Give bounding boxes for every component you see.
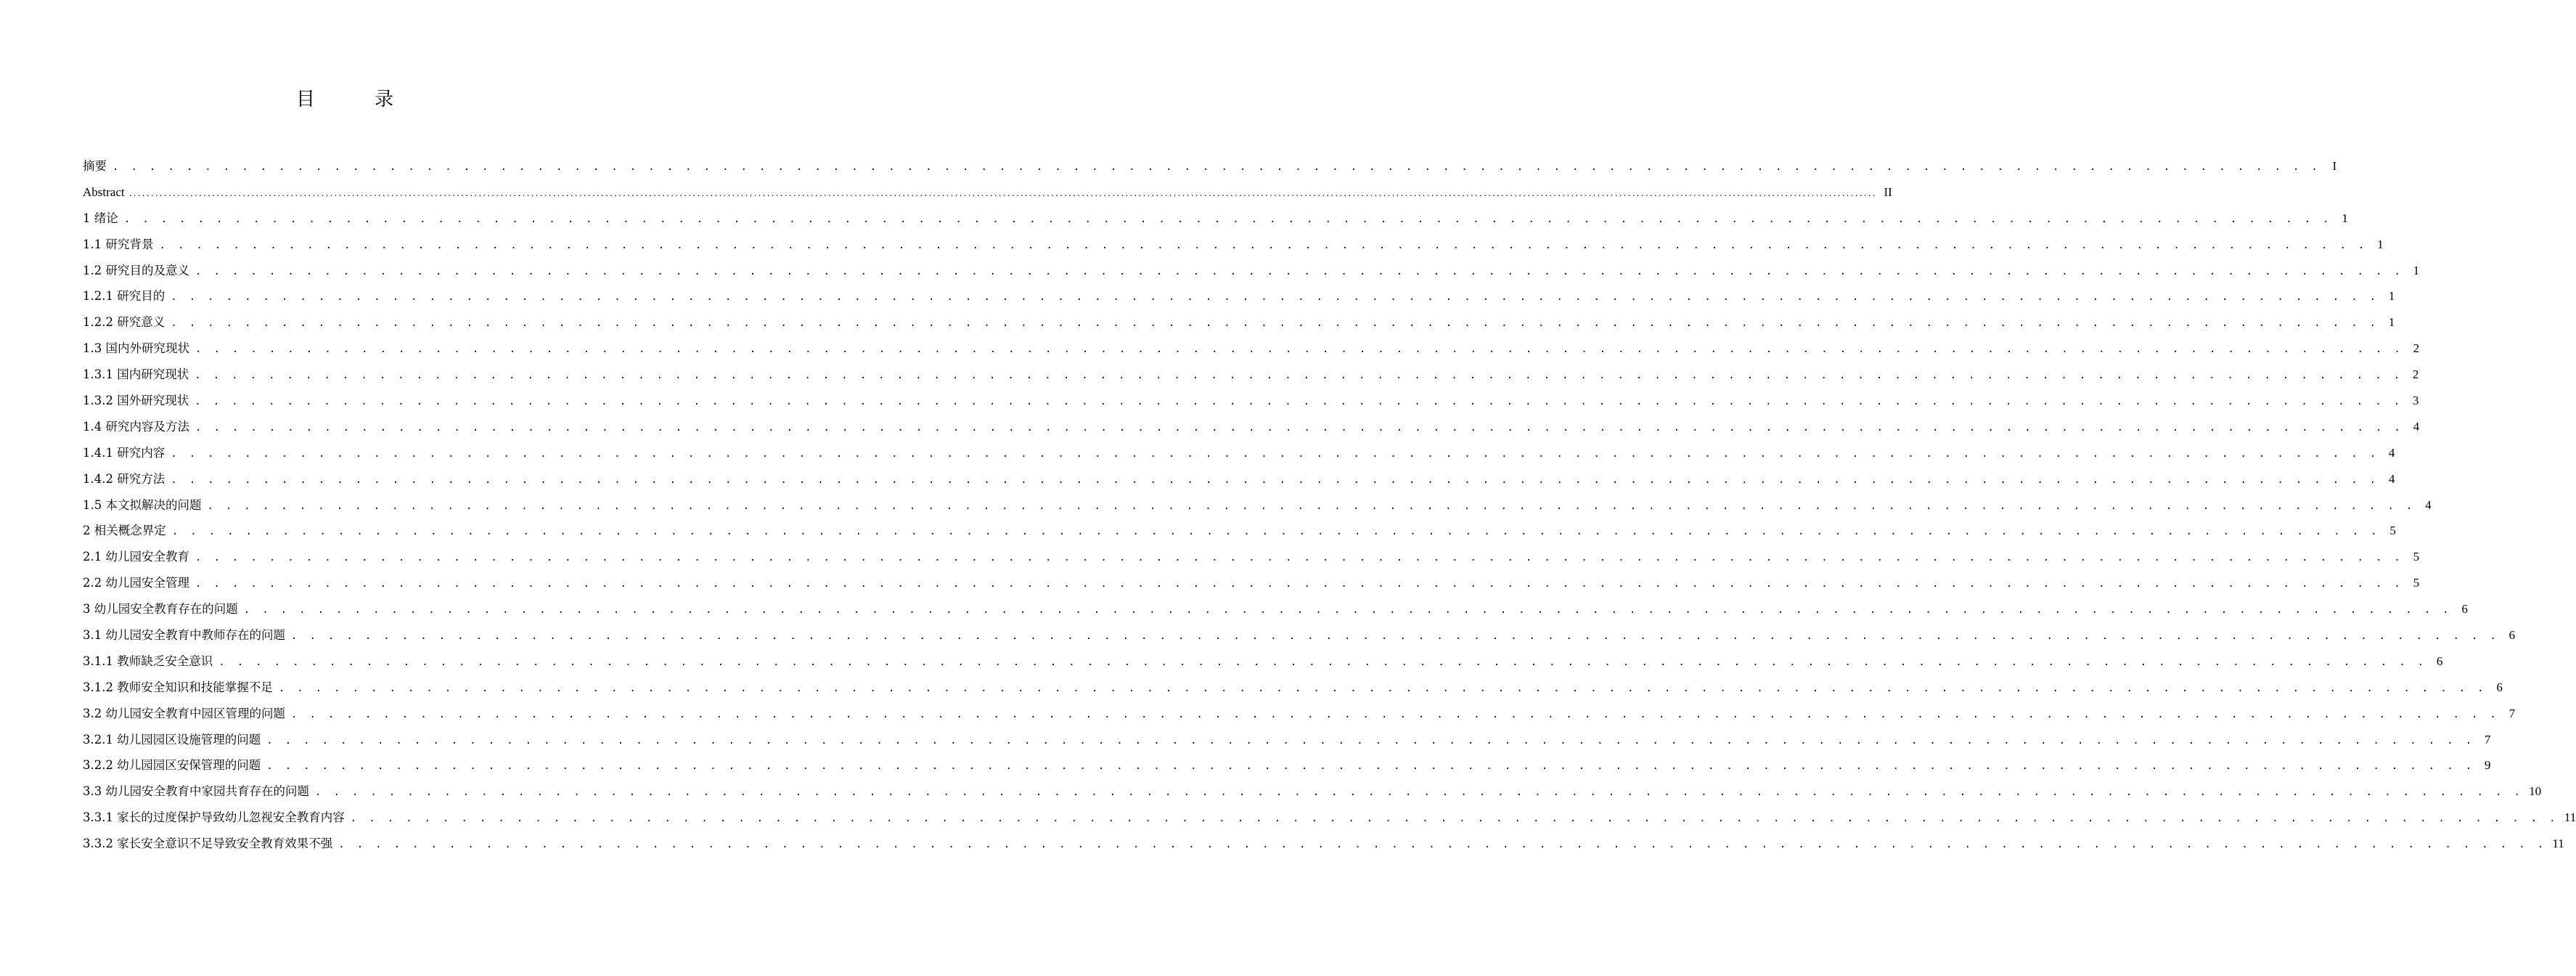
toc-entry[interactable] — [83, 752, 2491, 778]
toc-entry[interactable] — [83, 648, 2443, 675]
toc-entry[interactable] — [83, 622, 2516, 648]
dot-leader: . . . . . . . . . . . . . . . . . . . . . . . . . . . . . . . . . . . . . . . . . . . . . . . . . . . . . . . . . . . . . . . . . . . . . . . . . . . . . . . . . . . . . . . . . . . . . . . . . . . . . . . . . . . . . . . . . . . . . . . . — [207, 500, 2416, 512]
toc-entry[interactable] — [83, 232, 2384, 258]
toc-entry-label: 1.3.2 国外研究现状 — [83, 394, 189, 408]
toc-entry-label: 1.4.2 研究方法 — [83, 471, 165, 486]
dot-leader: . . . . . . . . . . . . . . . . . . . . . . . . . . . . . . . . . . . . . . . . . . . . . . . . . . . . . . . . . . . . . . . . . . . . . . . . . . . . . . . . . . . . . . . . . . . . . . . . . . . . . . . . . . . . . . . . . . . . . . . . — [266, 760, 2475, 773]
toc-entry-label: 3.3 幼儿园安全教育中家园共育存在的问题 — [83, 784, 309, 799]
dot-leader: . . . . . . . . . . . . . . . . . . . . . . . . . . . . . . . . . . . . . . . . . . . . . . . . . . . . . . . . . . . . . . . . . . . . . . . . . . . . . . . . . . . . . . . . . . . . . . . . . . . . . . . . . . . . . . . . . . . . . . . . — [195, 578, 2404, 590]
toc-entry[interactable] — [83, 544, 2420, 570]
toc-entry-label: 1 绪论 — [83, 211, 118, 225]
toc-entry-label: 2.2 幼儿园安全管理 — [83, 576, 189, 590]
toc-entry[interactable] — [83, 805, 2576, 831]
toc-entry-label: 3.2 幼儿园安全教育中园区管理的问题 — [83, 706, 285, 720]
dot-leader: . . . . . . . . . . . . . . . . . . . . . . . . . . . . . . . . . . . . . . . . . . . . . . . . . . . . . . . . . . . . . . . . . . . . . . . . . . . . . . . . . . . . . . . . . . . . . . . . . . . . . . . . . . . . . . . . . . . . . . . . — [113, 161, 2321, 173]
toc-entry-page-number: II — [1884, 184, 1892, 199]
toc-entry-page-number: 6 — [2461, 602, 2468, 617]
toc-entry-label: 3.1 幼儿园安全教育中教师存在的问题 — [83, 628, 285, 643]
toc-entry-label: 3.2.1 幼儿园园区设施管理的问题 — [83, 732, 261, 747]
dot-leader: . . . . . . . . . . . . . . . . . . . . . . . . . . . . . . . . . . . . . . . . . . . . . . . . . . . . . . . . . . . . . . . . . . . . . . . . . . . . . . . . . . . . . . . . . . . . . . . . . . . . . . . . . . . . . . . . . . . . . . . . — [218, 656, 2427, 668]
toc-entry-page-number: 5 — [2413, 576, 2420, 590]
toc-entry-page-number: 7 — [2508, 706, 2516, 720]
toc-entry[interactable] — [83, 596, 2468, 622]
toc-entry-page-number: I — [2332, 159, 2337, 173]
toc-entry-label: 3.1.1 教师缺乏安全意识 — [83, 654, 213, 668]
toc-entry[interactable] — [83, 388, 2419, 414]
toc-entry-page-number: 1 — [2413, 263, 2420, 277]
toc-list — [83, 153, 2576, 857]
dot-leader: . . . . . . . . . . . . . . . . . . . . . . . . . . . . . . . . . . . . . . . . . . . . . . . . . . . . . . . . . . . . . . . . . . . . . . . . . . . . . . . . . . . . . . . . . . . . . . . . . . . . . . . . . . . . . . . . . . . . . . . . — [171, 526, 2380, 538]
dot-leader: . . . . . . . . . . . . . . . . . . . . . . . . . . . . . . . . . . . . . . . . . . . . . . . . . . . . . . . . . . . . . . . . . . . . . . . . . . . . . . . . . . . . . . . . . . . . . . . . . . . . . . . . . . . . . . . . . . . . . . . . — [195, 370, 2403, 382]
toc-entry[interactable] — [83, 570, 2420, 596]
dot-leader: . . . . . . . . . . . . . . . . . . . . . . . . . . . . . . . . . . . . . . . . . . . . . . . . . . . . . . . . . . . . . . . . . . . . . . . . . . . . . . . . . . . . . . . . . . . . . . . . . . . . . . . . . . . . . . . . . . . . . . . . — [350, 813, 2559, 825]
dot-leader: . . . . . . . . . . . . . . . . . . . . . . . . . . . . . . . . . . . . . . . . . . . . . . . . . . . . . . . . . . . . . . . . . . . . . . . . . . . . . . . . . . . . . . . . . . . . . . . . . . . . . . . . . . . . . . . . . . . . . . . . — [195, 552, 2404, 564]
toc-entry[interactable] — [83, 206, 2348, 232]
toc-entry-page-number: 10 — [2529, 784, 2542, 799]
toc-entry-page-number: 1 — [2388, 315, 2395, 330]
toc-entry-page-number: 2 — [2413, 341, 2420, 356]
toc-entry[interactable] — [83, 258, 2420, 284]
dot-leader: . . . . . . . . . . . . . . . . . . . . . . . . . . . . . . . . . . . . . . . . . . . . . . . . . . . . . . . . . . . . . . . . . . . . . . . . . . . . . . . . . . . . . . . . . . . . . . . . . . . . . . . . . . . . . . . . . . . . . . . . — [195, 343, 2404, 356]
dot-leader: . . . . . . . . . . . . . . . . . . . . . . . . . . . . . . . . . . . . . . . . . . . . . . . . . . . . . . . . . . . . . . . . . . . . . . . . . . . . . . . . . . . . . . . . . . . . . . . . . . . . . . . . . . . . . . . . . . . . . . . . — [278, 682, 2487, 694]
toc-entry[interactable] — [83, 701, 2516, 727]
toc-title: 目 录 — [295, 89, 414, 110]
dot-leader: . . . . . . . . . . . . . . . . . . . . . . . . . . . . . . . . . . . . . . . . . . . . . . . . . . . . . . . . . . . . . . . . . . . . . . . . . . . . . . . . . . . . . . . . . . . . . . . . . . . . . . . . . . . . . . . . . . . . . . . . — [291, 708, 2500, 720]
toc-entry-page-number: 6 — [2508, 628, 2516, 643]
toc-entry[interactable] — [83, 153, 2337, 179]
toc-entry-label: 1.2 研究目的及意义 — [83, 263, 189, 277]
toc-entry-page-number: 11 — [2564, 810, 2576, 825]
toc-entry-label: 摘要 — [83, 159, 107, 173]
dot-leader: . . . . . . . . . . . . . . . . . . . . . . . . . . . . . . . . . . . . . . . . . . . . . . . . . . . . . . . . . . . . . . . . . . . . . . . . . . . . . . . . . . . . . . . . . . . . . . . . . . . . . . . . . . . . . . . . . . . . . . . . — [171, 317, 2379, 330]
toc-entry-page-number: 11 — [2552, 837, 2564, 851]
dot-leader: ................................................................................................................................................................................................................................................................................................................................................................................................................ — [128, 190, 1876, 198]
toc-entry[interactable] — [83, 492, 2432, 518]
dot-leader: . . . . . . . . . . . . . . . . . . . . . . . . . . . . . . . . . . . . . . . . . . . . . . . . . . . . . . . . . . . . . . . . . . . . . . . . . . . . . . . . . . . . . . . . . . . . . . . . . . . . . . . . . . . . . . . . . . . . . . . . — [338, 839, 2547, 851]
dot-leader: . . . . . . . . . . . . . . . . . . . . . . . . . . . . . . . . . . . . . . . . . . . . . . . . . . . . . . . . . . . . . . . . . . . . . . . . . . . . . . . . . . . . . . . . . . . . . . . . . . . . . . . . . . . . . . . . . . . . . . . . — [159, 239, 2368, 251]
toc-entry-page-number: 4 — [2425, 497, 2432, 512]
toc-entry-page-number: 1 — [2342, 211, 2348, 225]
toc-entry-label: 3 幼儿园安全教育存在的问题 — [83, 602, 238, 617]
toc-entry-label: 1.3 国内外研究现状 — [83, 341, 189, 356]
dot-leader: . . . . . . . . . . . . . . . . . . . . . . . . . . . . . . . . . . . . . . . . . . . . . . . . . . . . . . . . . . . . . . . . . . . . . . . . . . . . . . . . . . . . . . . . . . . . . . . . . . . . . . . . . . . . . . . . . . . . . . . . — [171, 473, 2379, 486]
toc-entry[interactable] — [83, 831, 2564, 857]
toc-entry-label: 3.2.2 幼儿园园区安保管理的问题 — [83, 758, 261, 773]
toc-entry-label: 1.1 研究背景 — [83, 237, 154, 251]
toc-entry-label: 3.3.2 家长安全意识不足导致安全教育效果不强 — [83, 837, 333, 851]
toc-entry-label: 2 相关概念界定 — [83, 524, 166, 538]
toc-entry-page-number: 5 — [2389, 524, 2396, 538]
toc-entry-page-number: 6 — [2436, 654, 2443, 668]
toc-entry-label: 1.4 研究内容及方法 — [83, 419, 189, 434]
dot-leader: . . . . . . . . . . . . . . . . . . . . . . . . . . . . . . . . . . . . . . . . . . . . . . . . . . . . . . . . . . . . . . . . . . . . . . . . . . . . . . . . . . . . . . . . . . . . . . . . . . . . . . . . . . . . . . . . . . . . . . . . — [266, 734, 2475, 747]
toc-entry[interactable] — [83, 283, 2395, 309]
toc-entry[interactable] — [83, 675, 2503, 701]
toc-entry-page-number: 3 — [2412, 394, 2419, 408]
dot-leader: . . . . . . . . . . . . . . . . . . . . . . . . . . . . . . . . . . . . . . . . . . . . . . . . . . . . . . . . . . . . . . . . . . . . . . . . . . . . . . . . . . . . . . . . . . . . . . . . . . . . . . . . . . . . . . . . . . . . . . . . — [195, 421, 2404, 434]
toc-entry-page-number: 6 — [2496, 680, 2503, 694]
toc-entry-page-number: 4 — [2388, 445, 2395, 460]
toc-entry[interactable] — [83, 362, 2419, 388]
dot-leader: . . . . . . . . . . . . . . . . . . . . . . . . . . . . . . . . . . . . . . . . . . . . . . . . . . . . . . . . . . . . . . . . . . . . . . . . . . . . . . . . . . . . . . . . . . . . . . . . . . . . . . . . . . . . . . . . . . . . . . . . — [171, 447, 2379, 460]
toc-entry-page-number: 1 — [2377, 237, 2384, 251]
toc-entry-label: 3.1.2 教师安全知识和技能掌握不足 — [83, 680, 273, 694]
dot-leader: . . . . . . . . . . . . . . . . . . . . . . . . . . . . . . . . . . . . . . . . . . . . . . . . . . . . . . . . . . . . . . . . . . . . . . . . . . . . . . . . . . . . . . . . . . . . . . . . . . . . . . . . . . . . . . . . . . . . . . . . — [315, 786, 2524, 799]
toc-entry[interactable] — [83, 727, 2491, 753]
toc-entry-page-number: 4 — [2413, 419, 2420, 434]
toc-entry[interactable] — [83, 778, 2542, 805]
toc-entry-label: 1.2.2 研究意义 — [83, 315, 165, 330]
dot-leader: . . . . . . . . . . . . . . . . . . . . . . . . . . . . . . . . . . . . . . . . . . . . . . . . . . . . . . . . . . . . . . . . . . . . . . . . . . . . . . . . . . . . . . . . . . . . . . . . . . . . . . . . . . . . . . . . . . . . . . . . — [195, 265, 2404, 277]
toc-entry[interactable] — [83, 414, 2420, 440]
toc-entry[interactable] — [83, 336, 2420, 362]
toc-entry-page-number: 7 — [2484, 732, 2491, 747]
toc-entry-label: 2.1 幼儿园安全教育 — [83, 550, 189, 564]
toc-entry[interactable] — [83, 466, 2395, 492]
toc-entry-label: 1.3.1 国内研究现状 — [83, 367, 189, 382]
toc-entry-page-number: 4 — [2388, 471, 2395, 486]
toc-entry-label: 1.2.1 研究目的 — [83, 289, 165, 304]
toc-entry-label: 3.3.1 家长的过度保护导致幼儿忽视安全教育内容 — [83, 810, 345, 825]
toc-entry-page-number: 9 — [2484, 758, 2491, 773]
toc-entry-label: 1.5 本文拟解决的问题 — [83, 497, 202, 512]
dot-leader: . . . . . . . . . . . . . . . . . . . . . . . . . . . . . . . . . . . . . . . . . . . . . . . . . . . . . . . . . . . . . . . . . . . . . . . . . . . . . . . . . . . . . . . . . . . . . . . . . . . . . . . . . . . . . . . . . . . . . . . . — [243, 604, 2452, 617]
toc-entry[interactable] — [83, 518, 2396, 544]
toc-entry[interactable] — [83, 179, 1892, 206]
toc-entry[interactable] — [83, 309, 2395, 336]
toc-entry-page-number: 5 — [2413, 550, 2420, 564]
toc-entry[interactable] — [83, 440, 2395, 466]
dot-leader: . . . . . . . . . . . . . . . . . . . . . . . . . . . . . . . . . . . . . . . . . . . . . . . . . . . . . . . . . . . . . . . . . . . . . . . . . . . . . . . . . . . . . . . . . . . . . . . . . . . . . . . . . . . . . . . . . . . . . . . . — [171, 291, 2379, 304]
dot-leader: . . . . . . . . . . . . . . . . . . . . . . . . . . . . . . . . . . . . . . . . . . . . . . . . . . . . . . . . . . . . . . . . . . . . . . . . . . . . . . . . . . . . . . . . . . . . . . . . . . . . . . . . . . . . . . . . . . . . . . . . — [195, 396, 2403, 408]
toc-entry-page-number: 1 — [2388, 289, 2395, 304]
dot-leader: . . . . . . . . . . . . . . . . . . . . . . . . . . . . . . . . . . . . . . . . . . . . . . . . . . . . . . . . . . . . . . . . . . . . . . . . . . . . . . . . . . . . . . . . . . . . . . . . . . . . . . . . . . . . . . . . . . . . . . . . — [291, 630, 2500, 643]
toc-entry-page-number: 2 — [2412, 367, 2419, 382]
dot-leader: . . . . . . . . . . . . . . . . . . . . . . . . . . . . . . . . . . . . . . . . . . . . . . . . . . . . . . . . . . . . . . . . . . . . . . . . . . . . . . . . . . . . . . . . . . . . . . . . . . . . . . . . . . . . . . . . . . . . . . . . — [123, 213, 2332, 225]
toc-entry-label: Abstract — [83, 184, 125, 199]
toc-entry-label: 1.4.1 研究内容 — [83, 445, 165, 460]
